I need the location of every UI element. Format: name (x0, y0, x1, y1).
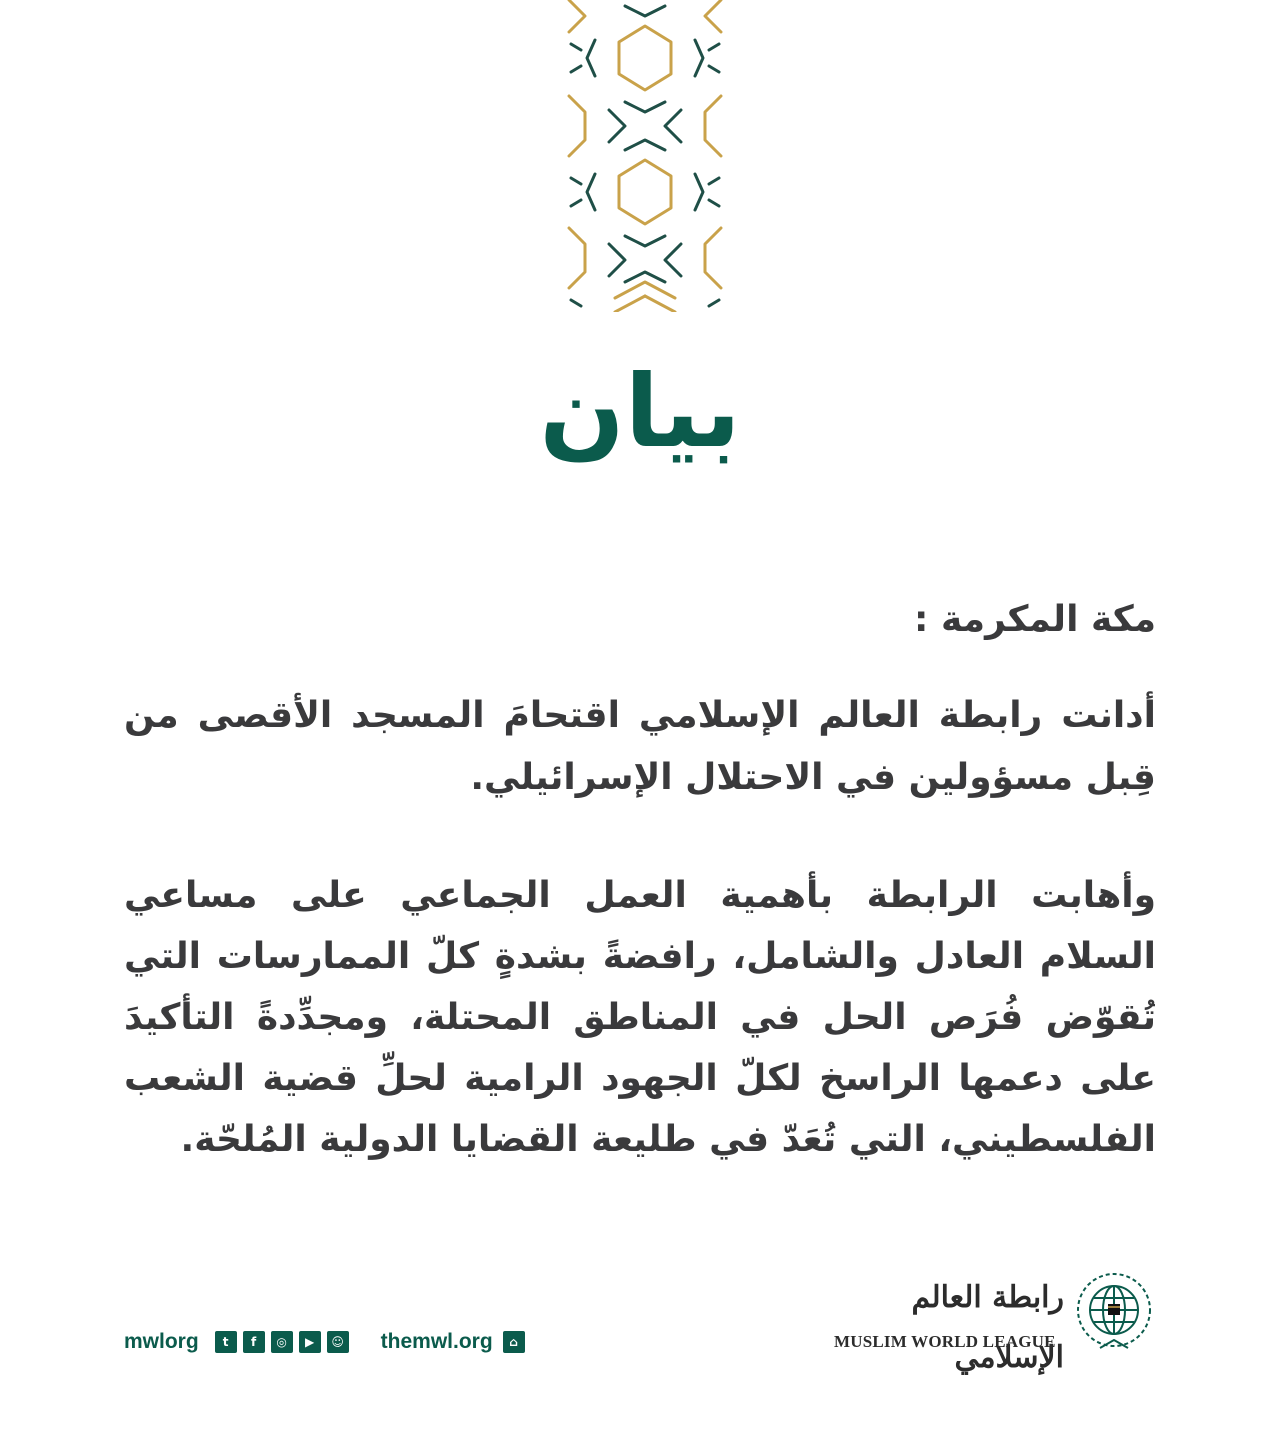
globe-emblem-icon (1072, 1270, 1156, 1354)
footer-contact (124, 1326, 525, 1358)
logo-arabic-name: رابطة العالم الإسلامي (911, 1280, 1064, 1375)
website-link[interactable]: themwl.org (380, 1330, 493, 1353)
home-icon[interactable]: ⌂ (503, 1331, 525, 1353)
decorative-geometric-pattern (565, 0, 725, 312)
youtube-icon[interactable]: ▶ (299, 1331, 321, 1353)
twitter-icon[interactable]: t (215, 1331, 237, 1353)
statement-paragraph-2: وأهابت الرابطة بأهمية العمل الجماعي على مساعي السلام العادل والشامل، رافضةً بشدةٍ كلّ الممارسات التي تُقوّض فُرَص الحل في المناطق المحتلة، ومجدِّدةً التأكيدَ على دعمها الراسخ لكلّ الجهود الرامية لحلِّ قضية الشعب الفلسطيني، التي تُعَدّ في طليعة القضايا الدولية المُلحّة. (124, 875, 1156, 1160)
logo-english-name: MUSLIM WORLD LEAGUE (834, 1332, 1056, 1351)
facebook-icon[interactable]: f (243, 1331, 265, 1353)
snapchat-icon[interactable]: ☺ (327, 1331, 349, 1353)
dateline: مكة المكرمة : (914, 599, 1156, 640)
instagram-icon[interactable]: ◎ (271, 1331, 293, 1353)
statement-paragraph-1: أدانت رابطة العالم الإسلامي اقتحامَ المسجد الأقصى من قِبل مسؤولين في الاحتلال الإسرائيلي. (124, 695, 1156, 798)
social-handle[interactable]: mwlorg (124, 1330, 199, 1353)
page-title: بيان (539, 353, 741, 470)
muslim-world-league-logo (832, 1268, 1162, 1375)
social-icons (215, 1331, 349, 1353)
